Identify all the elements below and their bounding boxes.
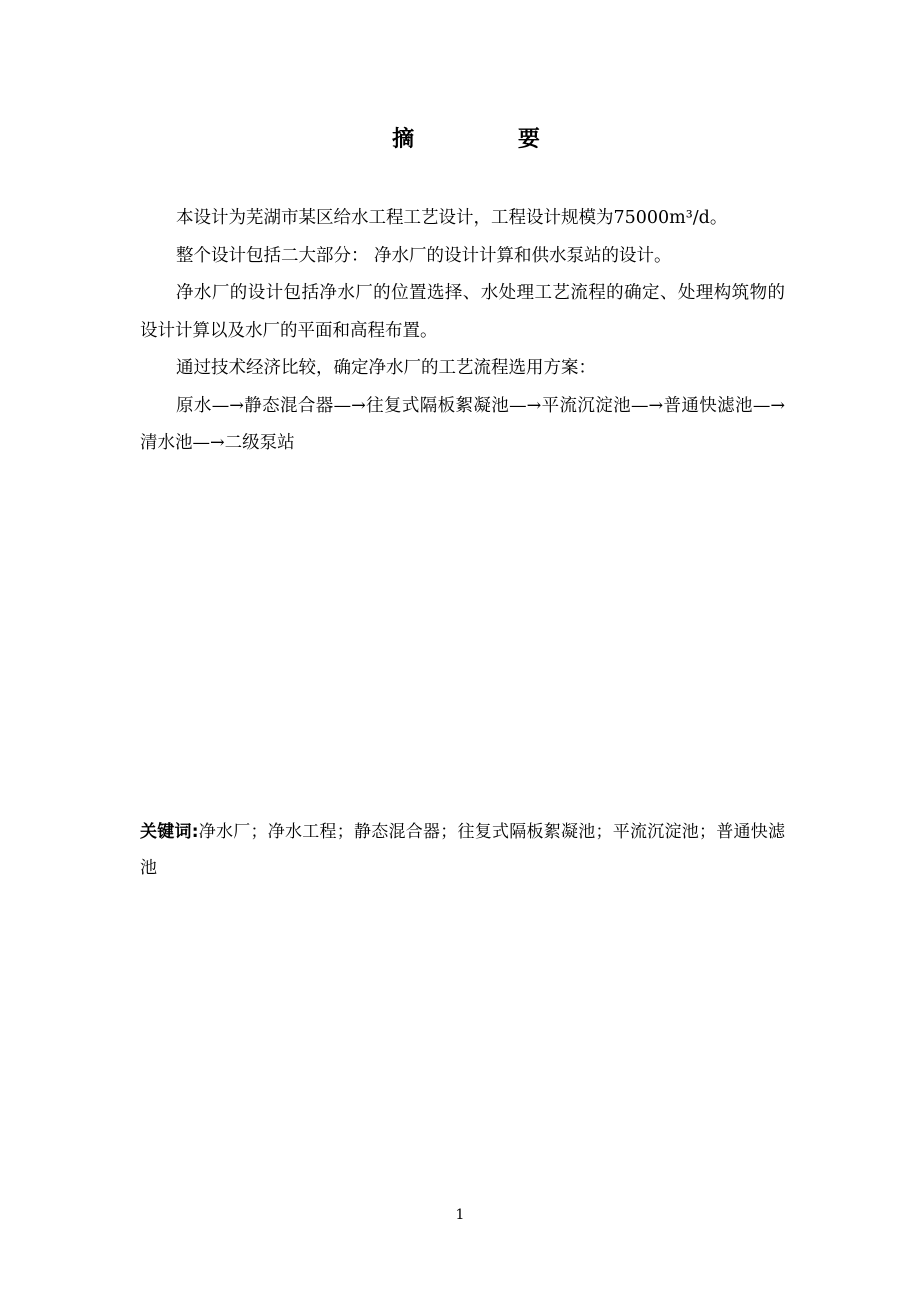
- page-title: 摘 要: [392, 127, 588, 152]
- keywords-section: [140, 814, 785, 886]
- paragraph-design-parts: 整个设计包括二大部分： 净水厂的设计计算和供水泵站的设计。: [176, 245, 672, 266]
- paragraph-plant-design: 净水厂的设计包括净水厂的位置选择、水处理工艺流程的确定、处理构筑物的设计计算以及水厂的平面和高程布置。: [140, 283, 785, 341]
- paragraph-process-selection: 通过技术经济比较，确定净水厂的工艺流程选用方案：: [176, 358, 596, 378]
- abstract-body: [140, 200, 785, 463]
- keywords-label: 关键词:: [140, 822, 199, 842]
- page-number: 1: [455, 1207, 465, 1223]
- paragraph-process-flow: 原水—→静态混合器—→往复式隔板絮凝池—→平流沉淀池—→普通快滤池—→清水池—→二级泵站: [140, 395, 785, 453]
- paragraph-design-scope: 本设计为芜湖市某区给水工程工艺设计，工程设计规模为75000m³/d。: [176, 208, 728, 228]
- keywords-text: 净水厂；净水工程；静态混合器；往复式隔板絮凝池；平流沉淀池；普通快滤池: [140, 822, 785, 878]
